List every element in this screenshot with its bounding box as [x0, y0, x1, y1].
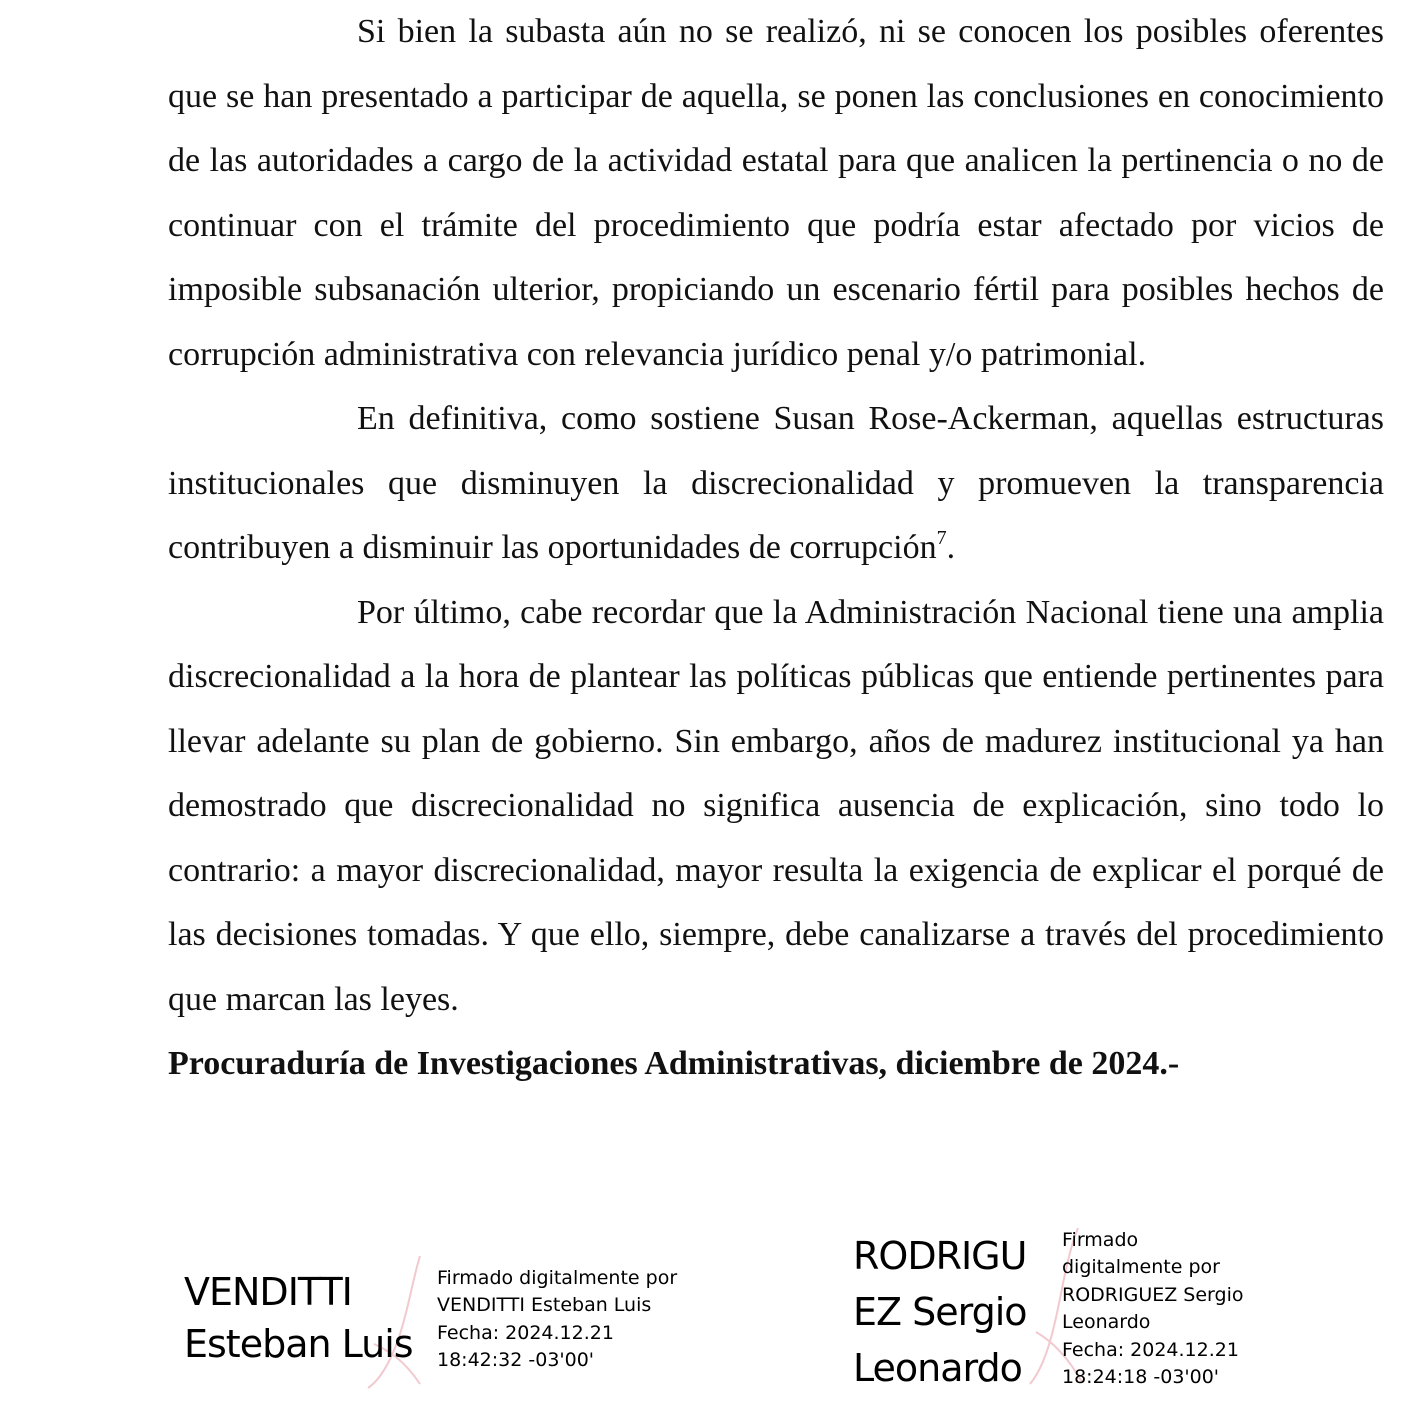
signer-name-line: Leonardo	[853, 1346, 1022, 1390]
signature-detail-line: Fecha: 2024.12.21	[1062, 1338, 1239, 1361]
paragraph-rose-ackerman-period: .	[946, 529, 956, 566]
signature-detail-line: Firmado	[1062, 1229, 1139, 1251]
paragraph-discrecionalidad: Por último, cabe recordar que la Administración Nacional tiene una amplia discrecionalidad a la hora de plantear las políticas públicas que entiende pertinentes para llevar adelante su plan de gobierno. Sin embargo, años de madurez institucional ya han demostrado que discrecionalidad no significa ausencia de explicación, sino todo lo contrario: a mayor discrecionalidad, mayor resulta la exigencia de explicar el porqué de las decisiones tomadas. Y que ello, siempre, debe canalizarse a través del procedimiento que marcan las leyes.	[168, 593, 1384, 1018]
signer-name-line: VENDITTI	[184, 1270, 352, 1314]
paragraph-rose-ackerman-text: En definitiva, como sostiene Susan Rose-Ackerman, aquellas estructuras institucionales que disminuyen la discrecionalidad y promueven la transparencia contribuyen a disminuir las oportunidades de corrupción	[168, 400, 1384, 566]
signature-detail-line: Fecha: 2024.12.21	[437, 1321, 614, 1344]
signature-detail-line: VENDITTI Esteban Luis	[437, 1294, 652, 1317]
closing-line: Procuraduría de Investigaciones Administrativas, diciembre de 2024.-	[168, 1045, 1180, 1082]
signer-name-line: Esteban Luis	[184, 1322, 413, 1366]
signature-detail-line: Firmado digitalmente por	[437, 1267, 678, 1289]
signature-details-rodriguez	[1062, 1227, 1243, 1391]
paragraph-subasta: Si bien la subasta aún no se realizó, ni se conocen los posibles oferentes que se han presentado a participar de aquella, se ponen las conclusiones en conocimiento de las autoridades a cargo de la actividad estatal para que analicen la pertinencia o no de continuar con el trámite del procedimiento que podría estar afectado por vicios de imposible subsanación ulterior, propiciando un escenario fértil para posibles hechos de corrupción administrativa con relevancia jurídico penal y/o patrimonial.	[168, 13, 1384, 373]
footnote-reference[interactable]: 7	[936, 527, 947, 549]
signature-detail-line: digitalmente por	[1062, 1256, 1220, 1279]
signer-name-line: EZ Sergio	[853, 1290, 1027, 1334]
signer-name-line: RODRIGU	[853, 1234, 1027, 1278]
signature-detail-line: RODRIGUEZ Sergio	[1062, 1283, 1244, 1306]
signature-detail-line: 18:42:32 -03'00'	[437, 1349, 595, 1372]
signature-detail-line: Leonardo	[1062, 1311, 1151, 1334]
signature-detail-line: 18:24:18 -03'00'	[1062, 1366, 1220, 1389]
signer-name-rodriguez	[853, 1228, 1027, 1396]
